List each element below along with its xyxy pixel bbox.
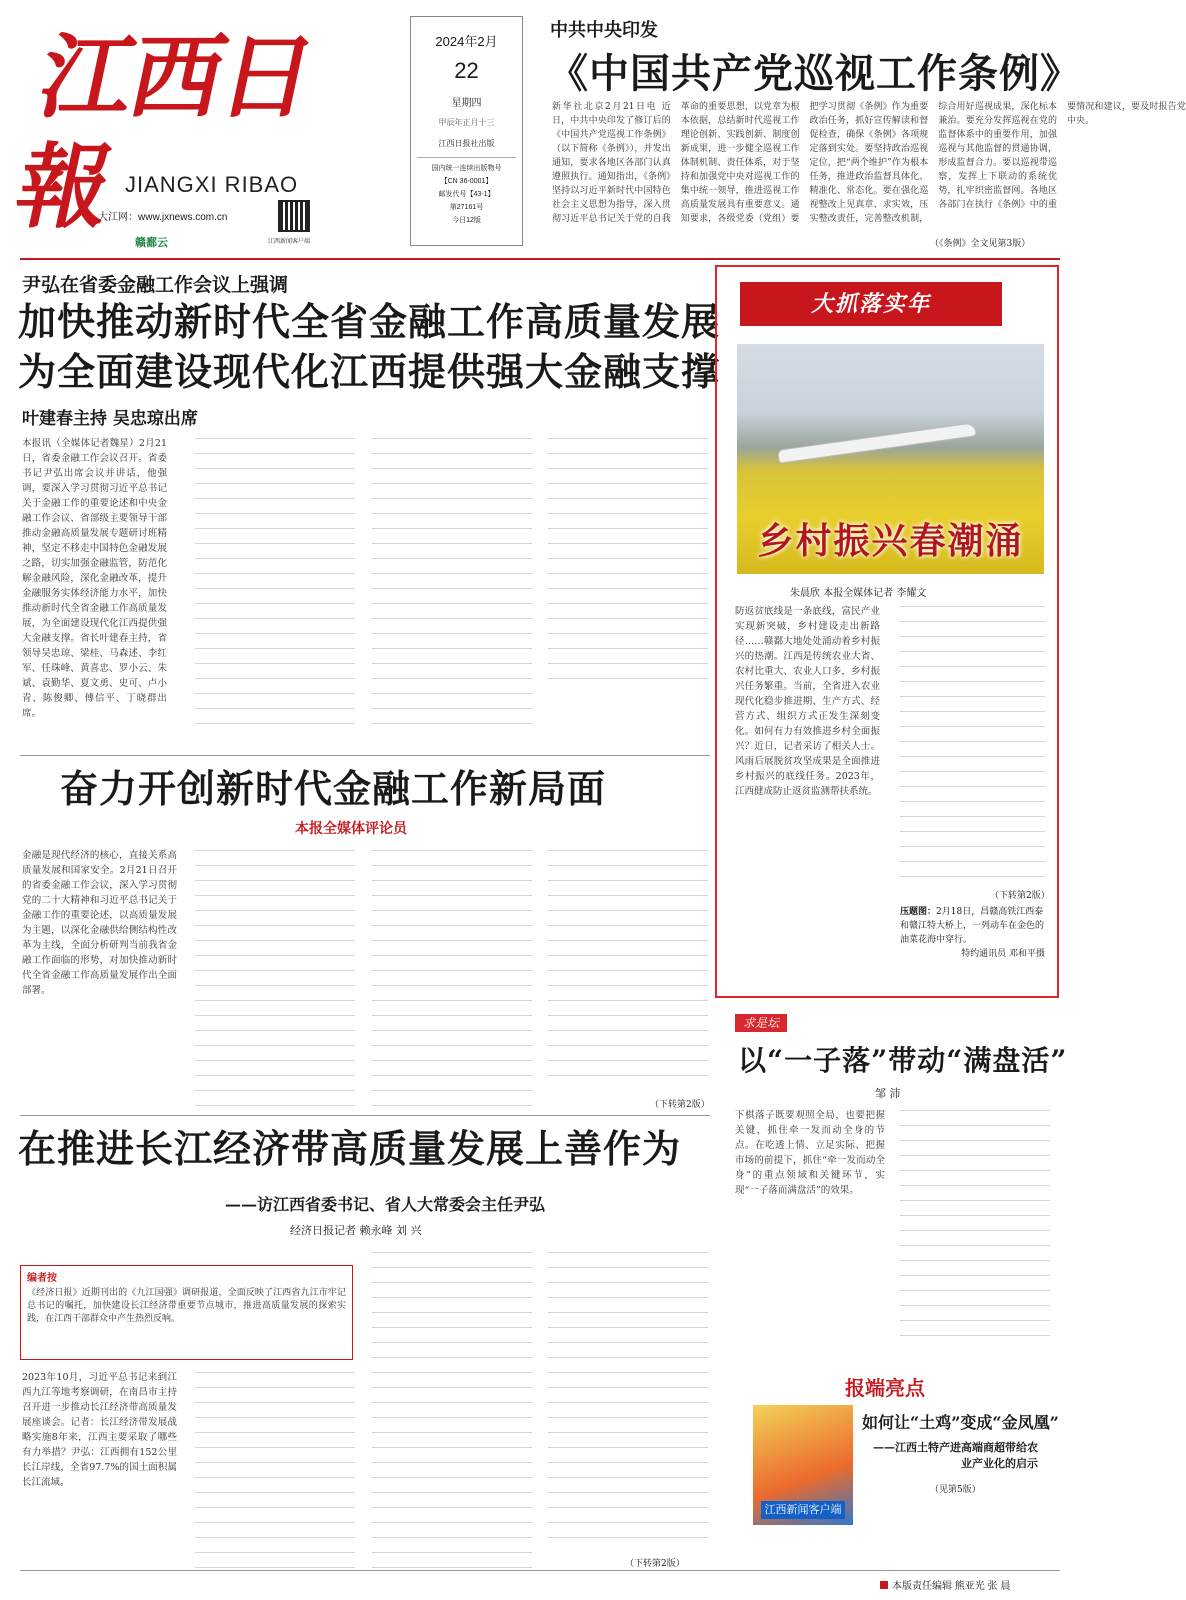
finance-headline-2[interactable]: 为全面建设现代化江西提供强大金融支撑 bbox=[18, 349, 721, 394]
opinion-body: 下棋落子既要观照全局，也要把握关键，抓住牵一发而动全身的节点。在吃透上情、立足实际、把握市场的前提下，抓住“牵一发而动全身”的重点领域和关键环节，实现“一子落而满盘活”的效果。 bbox=[735, 1110, 885, 1196]
registration-info bbox=[417, 157, 516, 227]
reg-line: 邮发代号【43-1】 bbox=[438, 191, 495, 198]
editor-note bbox=[20, 1265, 353, 1360]
promo-caption: 江西新闻客户端 bbox=[761, 1501, 845, 1519]
editor-note-text: 《经济日报》近期刊出的《九江国强》调研报道，全面反映了江西省九江市牢记总书记的嘱托，加快建设长江经济带重要节点城市，推进高质量发展的探索实践，在江西干部群众中产生热烈反响。 bbox=[27, 1288, 346, 1324]
yangtze-more[interactable]: （下转第2版） bbox=[625, 1559, 685, 1569]
qr-code bbox=[278, 200, 310, 232]
caption-label: 压题图： bbox=[900, 907, 937, 917]
commentary-column bbox=[548, 850, 708, 1090]
feature-banner: 大抓落实年 bbox=[740, 282, 1002, 326]
feature-headline[interactable]: 乡村振兴春潮涌 bbox=[757, 520, 1024, 562]
divider bbox=[20, 755, 710, 756]
commentary-headline[interactable]: 奋力开创新时代金融工作新局面 bbox=[60, 766, 607, 811]
feature-more[interactable]: （下转第2版） bbox=[990, 891, 1050, 901]
yangtze-column bbox=[195, 1372, 355, 1572]
finance-headline-1[interactable]: 加快推动新时代全省金融工作高质量发展 bbox=[18, 299, 721, 344]
yangtze-subtitle: ——访江西省委书记、省人大常委会主任尹弘 bbox=[225, 1195, 546, 1214]
yangtze-column bbox=[372, 1252, 532, 1572]
section-divider bbox=[20, 258, 1060, 260]
app-name: 赣鄱云 bbox=[135, 237, 168, 249]
reg-line: 【CN 36-0001】 bbox=[440, 178, 493, 185]
commentary-column bbox=[195, 850, 355, 1110]
lead-headline[interactable]: 《中国共产党巡视工作条例》 bbox=[548, 50, 1081, 97]
issue-weekday: 星期四 bbox=[451, 98, 482, 109]
reg-line: 今日12版 bbox=[452, 217, 481, 224]
commentary-more[interactable]: （下转第2版） bbox=[650, 1100, 710, 1110]
footer-rule bbox=[20, 1570, 1060, 1571]
opinion-headline[interactable]: 以“一子落”带动“满盘活” bbox=[738, 1044, 1068, 1077]
divider bbox=[20, 1115, 710, 1116]
lead-kicker: 中共中央印发 bbox=[550, 20, 658, 41]
promo-subtitle: ——江西土特产进高端商超带给农业产业化的启示 bbox=[873, 1441, 1038, 1470]
commentary-byline: 本报全媒体评论员 bbox=[295, 821, 407, 837]
feature-column bbox=[900, 606, 1045, 886]
page-editors: 本版责任编辑 熊亚光 张 晨 bbox=[880, 1577, 1010, 1592]
caption-text: 2月18日，昌赣高铁江西泰和赣江特大桥上，一列动车在金色的油菜花海中穿行。 bbox=[900, 907, 1045, 945]
photo-credit: 特约通讯员 邓和平摄 bbox=[961, 949, 1045, 959]
finance-body-column bbox=[195, 438, 355, 738]
opinion-column bbox=[900, 1110, 1050, 1350]
lead-more[interactable]: （《条例》全文见第3版） bbox=[930, 239, 1031, 249]
editor-note-label: 编者按 bbox=[27, 1273, 57, 1284]
masthead-title-en: JIANGXI RIBAO bbox=[125, 172, 299, 197]
photo-caption bbox=[900, 905, 1045, 980]
opinion-tag-wrap bbox=[735, 1012, 787, 1031]
issue-year-month: 2024年2月 bbox=[435, 34, 498, 49]
reg-line: 国内统一连续出版物号 bbox=[431, 165, 502, 172]
opinion-tag: 求是坛 bbox=[735, 1014, 787, 1032]
finance-subhead: 叶建春主持 吴忠琼出席 bbox=[22, 409, 198, 429]
finance-body: 本报讯（全媒体记者魏星）2月21日，省委金融工作会议召开。省委书记尹弘出席会议并讲话，他强调，要深入学习贯彻习近平总书记关于金融工作的重要论述和中央金融工作会议、省部级主要领导干部推动金融高质量发展专题研讨班精神，坚定不移走中国特色金融发展之路，切实加强金融监管，防范化解金融风险，深化金融改革，提升金融服务实体经济能力水平，加快推动新时代全省金融工作高质量发展，为全面建设现代化江西提供强大金融支撑。省长叶建春主持，省领导吴忠琼、梁桂、马森述、李红军、任珠峰、黄喜忠、罗小云、朱斌、袁勤华、夏文勇、史可、卢小青、陈俊卿、傅信平、丁晓群出席。 bbox=[22, 438, 167, 719]
promo-headline[interactable]: 如何让“土鸡”变成“金凤凰” bbox=[862, 1413, 1059, 1432]
masthead-title: 江西日報 bbox=[6, 23, 324, 241]
yangtze-column bbox=[548, 1252, 708, 1552]
finance-body-column bbox=[372, 438, 532, 738]
date-box bbox=[410, 16, 523, 246]
promo-more[interactable]: （见第5版） bbox=[930, 1485, 981, 1495]
masthead-logo bbox=[6, 22, 360, 241]
lead-body: 新华社北京2月21日电 近日，中共中央印发了修订后的《中国共产党巡视工作条例》（以下简称《条例》），并发出通知，要求各地区各部门认真遵照执行。通知指出，《条例》坚持以习近平新时代中国特色社会主义思想为指导，深入贯彻习近平总书记关于党的自我革命的重要思想，以党章为根本依据，总结新时代巡视工作理论创新、实践创新、制度创新成果，进一步健全巡视工作体制机制、责任体系，对于坚持和加强党中央对巡视工作的集中统一领导，推进巡视工作高质量发展具有重要意义。通知要求，各级党委（党组）要把学习贯彻《条例》作为重要政治任务，抓好宣传解读和督促检查，确保《条例》各项规定落到实处。要坚持政治巡视定位，把“两个维护”作为根本任务，推进政治监督具体化、精准化、常态化。要在强化巡视整改上见真章、求实效，压实整改责任，完善整改机制，综合用好巡视成果，深化标本兼治。要充分发挥巡视在党的监督体系中的重要作用，加强巡视与其他监督的贯通协调，形成监督合力。要以巡视带巡察，发挥上下联动的系统优势，扎牢织密监督网。各地区各部门在执行《条例》中的重要情况和建议，要及时报告党中央。 bbox=[552, 102, 1186, 224]
lunar-date: 甲辰年正月十三 bbox=[438, 118, 495, 127]
yangtze-byline: 经济日报记者 赖永峰 刘 兴 bbox=[290, 1224, 422, 1237]
yangtze-headline[interactable]: 在推进长江经济带高质量发展上善作为 bbox=[18, 1126, 682, 1171]
finance-kicker: 尹弘在省委金融工作会议上强调 bbox=[22, 274, 289, 296]
reg-line: 第27161号 bbox=[449, 204, 484, 211]
commentary-column bbox=[372, 850, 532, 1110]
feature-body: 防返贫底线是一条底线，富民产业实现新突破，乡村建设走出新路径……赣鄱大地处处涌动着乡村振兴的热潮。江西是传统农业大省、农村比重大、农业人口多，乡村振兴任务繁重。当前，全省进入农业现代化稳步推进期、生产方式、经营方式、组织方式正发生深刻变化。如何有力有效推进乡村全面振兴？近日，记者采访了相关人士。风雨后展脱贫攻坚成果是全面推进乡村振兴的底线任务。2023年，江西健成防止返贫监测帮扶系统。 bbox=[735, 606, 880, 797]
promo-tag: 报端亮点 bbox=[845, 1376, 925, 1400]
publisher: 江西日报社出版 bbox=[438, 139, 495, 148]
commentary-body: 金融是现代经济的核心，直接关系高质量发展和国家安全。2月21日召开的省委金融工作会议，深入学习贯彻党的二十大精神和习近平总书记关于金融工作的重要论述，以高质量发展为主题，以深化金融供给侧结构性改革为主线，全面分析研判当前我省金融工作面临的形势，对加快推动新时代全省金融工作高质量发展作出全面部署。 bbox=[22, 850, 177, 996]
website-url[interactable]: 大江网：www.jxnews.com.cn bbox=[98, 212, 228, 223]
yangtze-body: 2023年10月，习近平总书记来到江西九江等地考察调研，在南昌市主持召开进一步推动长江经济带高质量发展座谈会。记者：长江经济带发展战略实施8年来，江西主要采取了哪些有力举措？尹弘：江西拥有152公里长江岸线，全省97.7%的国土面积属长江流域。 bbox=[22, 1372, 177, 1488]
finance-body-column bbox=[548, 438, 708, 688]
train-image bbox=[777, 422, 977, 464]
qr-label: 江西新闻客户端 bbox=[268, 239, 311, 245]
issue-day: 22 bbox=[454, 58, 479, 83]
opinion-author: 邹 沛 bbox=[875, 1087, 901, 1100]
promo-image[interactable] bbox=[753, 1405, 853, 1525]
feature-byline: 朱晨欣 本报全媒体记者 李耀文 bbox=[790, 588, 927, 599]
feature-photo bbox=[737, 344, 1044, 574]
